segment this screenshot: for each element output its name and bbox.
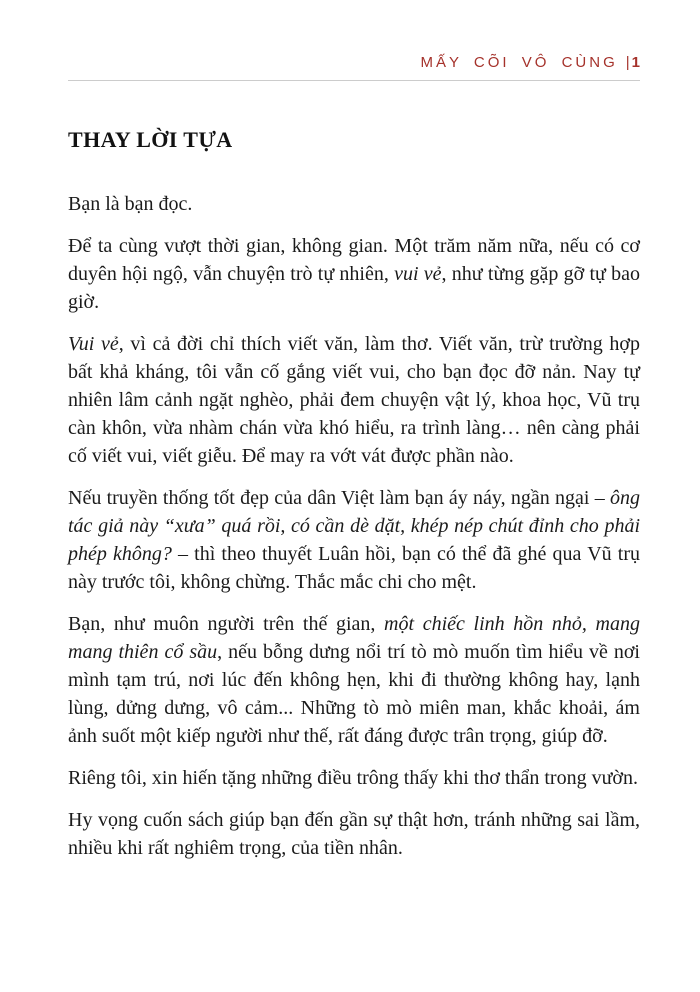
running-header	[68, 54, 640, 81]
header-separator: |	[625, 54, 630, 71]
page-number: 1	[631, 54, 640, 71]
paragraph-segment: Nếu truyền thống tốt đẹp của dân Việt làm bạn áy náy, ngần ngại –	[68, 487, 610, 509]
paragraph	[68, 330, 640, 470]
paragraph-segment: Bạn, như muôn người trên thế gian,	[68, 613, 385, 635]
paragraphs	[68, 190, 640, 862]
paragraph	[68, 610, 640, 750]
paragraph-segment-italic: Vui vẻ	[68, 333, 119, 355]
paragraph-segment: , nếu bỗng dưng nổi trí tò mò muốn tìm hiểu về nơi mình tạm trú, nơi lúc đến không hẹn, khi đi thường không hay, lạnh lùng, dửng dưng, vô cảm... Những tò mò miên man, khắc khoải, ám ảnh suốt một kiếp người như thế, rất đáng được trân trọng, giúp đỡ.	[68, 641, 640, 747]
paragraph	[68, 806, 640, 862]
chapter-title: THAY LỜI TỰA	[68, 127, 233, 152]
paragraph-segment-italic: một chiếc linh hồn nhỏ, mang mang thiên cổ sầu	[68, 613, 641, 663]
running-title: MẤY CÕI VÔ CÙNG	[420, 54, 618, 71]
paragraph-segment: – thì theo thuyết Luân hồi, bạn có thể đã ghé qua Vũ trụ này trước tôi, không chừng. Thắc mắc chi cho mệt.	[68, 543, 640, 593]
paragraph-segment: Hy vọng cuốn sách giúp bạn đến gần sự thật hơn, tránh những sai lầm, nhiều khi rất nghiêm trọng, của tiền nhân.	[68, 809, 640, 859]
paragraph-segment: Bạn là bạn đọc.	[68, 193, 193, 215]
paragraph-segment: Riêng tôi, xin hiến tặng những điều trông thấy khi thơ thẩn trong vườn.	[68, 767, 638, 789]
paragraph	[68, 232, 640, 316]
paragraph-segment: , như từng gặp gỡ tự bao giờ.	[68, 263, 640, 313]
paragraph	[68, 764, 640, 792]
paragraph	[68, 190, 640, 218]
paragraph-segment: Để ta cùng vượt thời gian, không gian. Một trăm năm nữa, nếu có cơ duyên hội ngộ, vẫn chuyện trò tự nhiên,	[68, 235, 640, 285]
paragraph	[68, 484, 640, 596]
paragraph-segment-italic: vui vẻ	[394, 263, 442, 285]
paragraph-segment-italic: ông tác giả này “xưa” quá rồi, có cần dè dặt, khép nép chút đỉnh cho phải phép không?	[68, 487, 640, 565]
paragraph-segment: , vì cả đời chỉ thích viết văn, làm thơ. Viết văn, trừ trường hợp bất khả kháng, tôi vẫn cố gắng viết vui, cho bạn đọc đỡ nản. Nay tự nhiên lâm cảnh ngặt nghèo, phải đem chuyện vật lý, khoa học, Vũ trụ càn khôn, vừa nhàm chán vừa khó hiểu, ra trình làng… nên càng phải cố viết vui, viết giễu. Để may ra vớt vát được phần nào.	[68, 333, 640, 467]
